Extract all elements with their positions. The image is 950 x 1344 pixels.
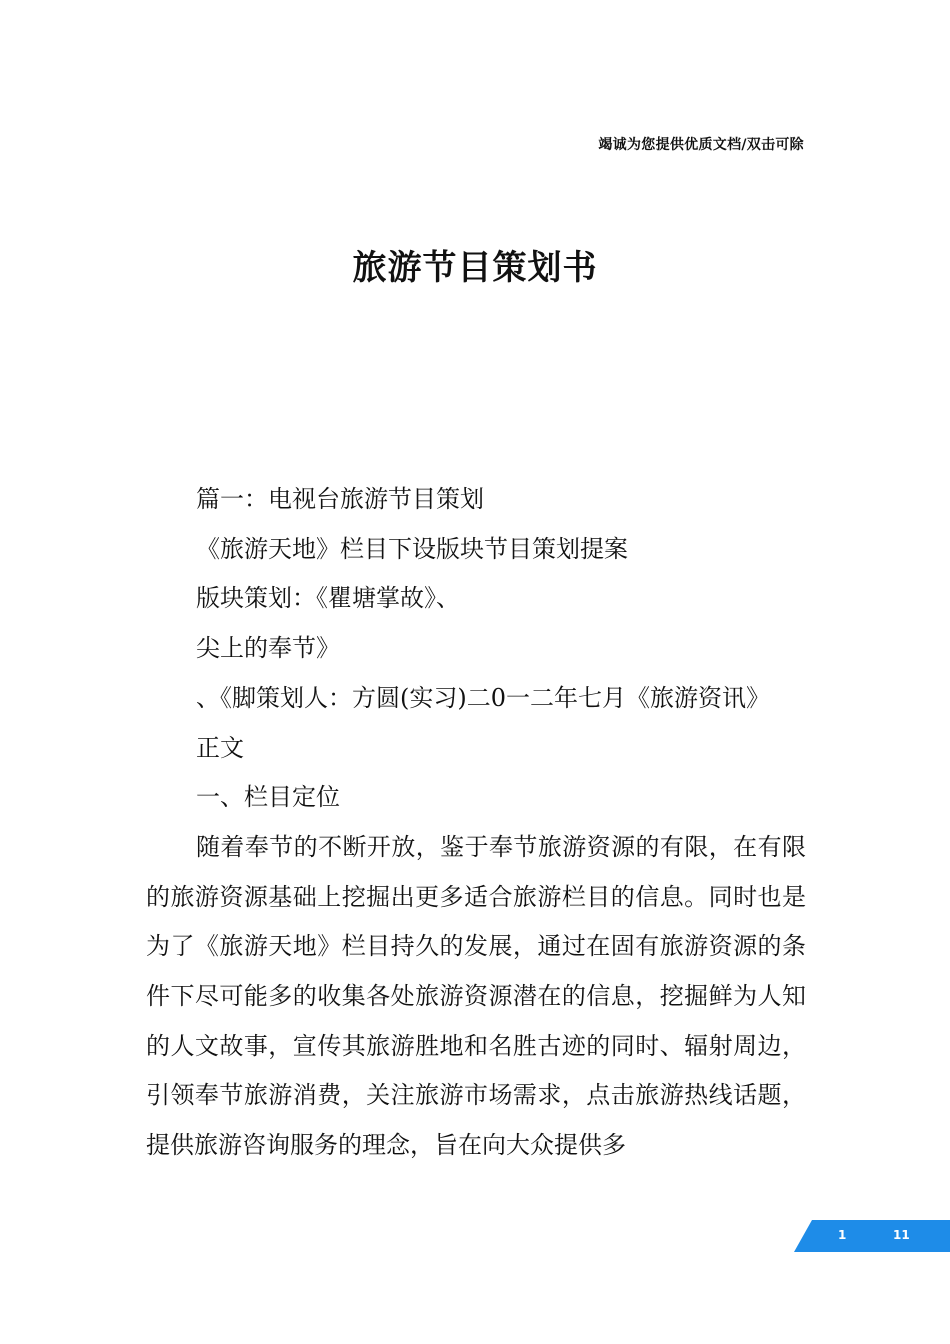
text-line: 版块策划：《瞿塘掌故》、 <box>196 584 460 613</box>
section-heading: 一、栏目定位 <box>196 783 340 812</box>
document-title: 旅游节目策划书 <box>352 248 598 288</box>
text-line: 篇一：电视台旅游节目策划 <box>196 485 484 513</box>
text-line: 、《脚策划人：方圆(实习)二0一二年七月《旅游资讯》 <box>196 683 770 712</box>
page-indicator-tab <box>794 1220 950 1252</box>
text-line: 《旅游天地》栏目下设版块节目策划提案 <box>196 534 628 563</box>
header-note: 竭诚为您提供优质文档/双击可除 <box>598 137 804 153</box>
document-body <box>146 475 806 1171</box>
text-line: 尖上的奉节》 <box>196 634 340 663</box>
body-paragraph: 随着奉节的不断开放，鉴于奉节旅游资源的有限，在有限的旅游资源基础上挖掘出更多适合旅游栏目的信息。同时也是为了《旅游天地》栏目持久的发展，通过在固有旅游资源的条件下尽可能多的收集各处旅游资源潜在的信息，挖掘鲜为人知的人文故事，宣传其旅游胜地和名胜古迹的同时、辐射周边，引领奉节旅游消费，关注旅游市场需求，点击旅游热线话题，提供旅游咨询服务的理念，旨在向大众提供多 <box>146 832 806 1160</box>
page-current-number: 1 <box>838 1228 847 1242</box>
text-line: 正文 <box>196 733 244 762</box>
page-total-number: 11 <box>893 1228 910 1242</box>
